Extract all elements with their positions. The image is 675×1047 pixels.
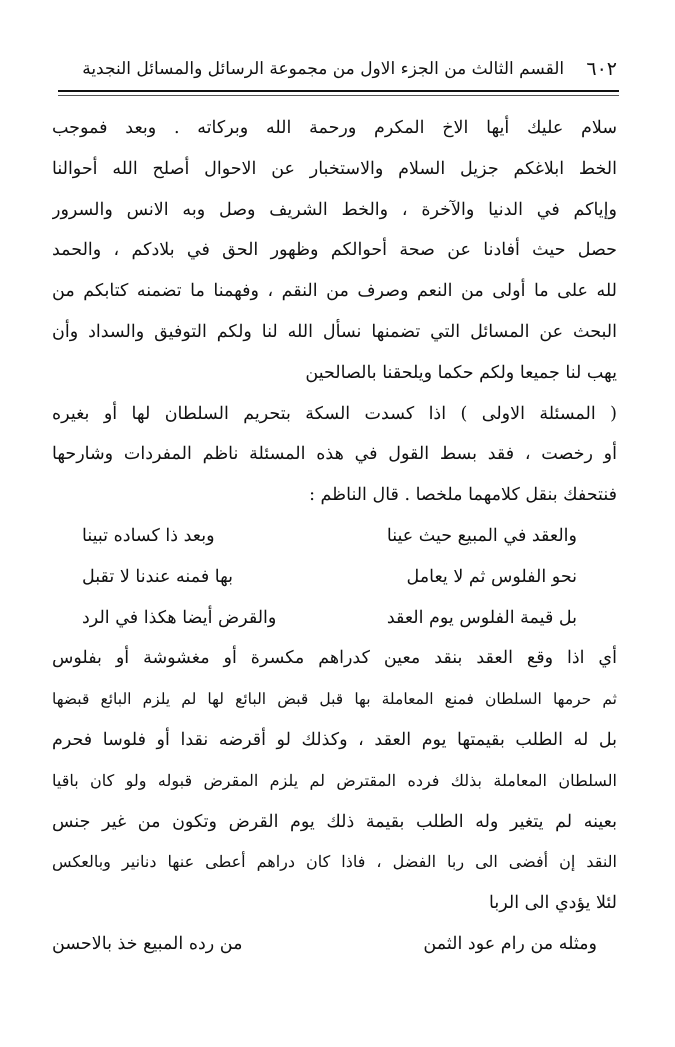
verse-first-hemistich: بل قيمة الفلوس يوم العقد (386, 607, 577, 628)
text-line: ( المسئلة الاولى ) اذا كسدت السكة بتحريم السلطان لها أو بغيره (52, 403, 617, 424)
text-line: الخط ابلاغكم جزيل السلام والاستخبار عن الاحوال أصلح الله أحوالنا (52, 158, 617, 179)
body-text (52, 108, 617, 965)
text-line: لئلا يؤدي الى الربا (489, 893, 617, 914)
text-line: لله على ما أولى من النعم وصرف من النقم ، وفهمنا ما تضمنه كتابكم من (52, 281, 617, 302)
text-line: بل له الطلب بقيمتها يوم العقد ، وكذلك لو أقرضه نقدا أو فلوسا فحرم (52, 729, 617, 750)
text-line: حصل حيث أفادنا عن صحة أحوالكم وظهور الحق في بلادكم ، والحمد (52, 240, 617, 261)
page-header (60, 52, 617, 86)
verse-second-hemistich: وبعد ذا كساده تبينا (82, 525, 215, 546)
text-line: أي اذا وقع العقد بنقد معين كدراهم مكسرة أو مغشوشة أو بفلوس (52, 648, 617, 669)
text-line: ثم حرمها السلطان فمنع المعاملة بها قبل قبض البائع لها لم يلزم البائع قبضها (52, 690, 617, 709)
verse-line (52, 598, 617, 639)
verse-line (52, 516, 617, 557)
text-line: يهب لنا جميعا ولكم حكما ويلحقنا بالصالحين (305, 362, 617, 383)
text-line: أو رخصت ، فقد بسط القول في هذه المسئلة ناظم المفردات وشارحها (52, 444, 617, 465)
running-title: القسم الثالث من الجزء الاول من مجموعة الرسائل والمسائل النجدية (82, 59, 565, 79)
verse-first-hemistich: ومثله من رام عود الثمن (423, 933, 597, 954)
text-line: البحث عن المسائل التي تضمنها نسأل الله لنا ولكم التوفيق والسداد وأن (52, 321, 617, 342)
text-line: وإياكم في الدنيا والآخرة ، والخط الشريف وصل وبه الانس والسرور (52, 199, 617, 220)
verse-second-hemistich: والقرض أيضا هكذا في الرد (82, 607, 277, 628)
header-rule-thin (58, 95, 619, 96)
verse-second-hemistich: بها فمنه عندنا لا تقبل (82, 566, 234, 587)
text-line: فنتحفك بنقل كلامهما ملخصا . قال الناظم : (309, 485, 617, 506)
verse-line (52, 924, 617, 965)
verse-first-hemistich: والعقد في المبيع حيث عينا (386, 525, 577, 546)
verse-first-hemistich: نحو الفلوس ثم لا يعامل (406, 566, 577, 587)
verse-line (52, 557, 617, 598)
header-rule (58, 90, 619, 92)
page-number: ٦٠٢ (586, 58, 617, 80)
text-line: سلام عليك أيها الاخ المكرم ورحمة الله وبركاته . وبعد فموجب (52, 118, 617, 138)
verse-second-hemistich: من رده المبيع خذ بالاحسن (52, 933, 243, 954)
text-line: السلطان المعاملة بذلك فرده المقترض لم يلزم المقرض قبوله ولو كان باقيا (52, 770, 617, 790)
text-line: النقد إن أفضى الى ربا الفضل ، فاذا كان دراهم أعطى عنها دنانير وبالعكس (52, 852, 617, 872)
text-line: بعينه لم يتغير وله الطلب بقيمة ذلك يوم القرض وتكون من غير جنس (52, 811, 617, 832)
